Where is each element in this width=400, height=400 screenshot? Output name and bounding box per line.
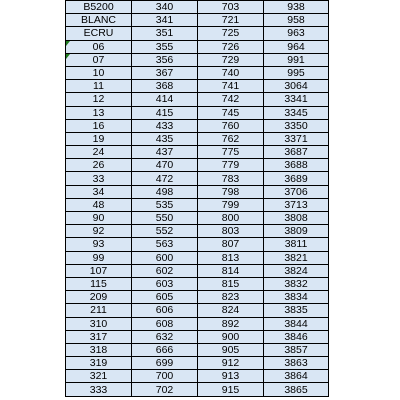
table-cell[interactable]: 321 — [66, 370, 132, 383]
table-cell[interactable]: 368 — [132, 80, 198, 93]
table-cell[interactable]: 367 — [132, 66, 198, 79]
table-cell[interactable]: 807 — [198, 238, 264, 251]
table-cell[interactable]: 605 — [132, 291, 198, 304]
table-cell[interactable]: 740 — [198, 66, 264, 79]
table-cell[interactable]: 319 — [66, 357, 132, 370]
table-cell[interactable]: ECRU — [66, 27, 132, 40]
table-row — [66, 146, 329, 159]
table-cell[interactable]: 958 — [264, 14, 329, 27]
table-cell[interactable]: 3835 — [264, 304, 329, 317]
table-cell[interactable]: 762 — [198, 132, 264, 145]
table-row — [66, 212, 329, 225]
table-cell[interactable]: 3844 — [264, 317, 329, 330]
table-cell[interactable]: 13 — [66, 106, 132, 119]
table-cell[interactable]: 602 — [132, 264, 198, 277]
table-row — [66, 93, 329, 106]
table-cell[interactable]: 355 — [132, 40, 198, 53]
table-cell[interactable]: 703 — [198, 1, 264, 14]
table-cell[interactable]: 608 — [132, 317, 198, 330]
table-cell[interactable]: 3824 — [264, 264, 329, 277]
table-row — [66, 317, 329, 330]
table-cell[interactable]: 3808 — [264, 212, 329, 225]
table-cell[interactable]: 814 — [198, 264, 264, 277]
table-cell[interactable]: 211 — [66, 304, 132, 317]
table-cell[interactable]: 356 — [132, 53, 198, 66]
table-cell[interactable]: 115 — [66, 277, 132, 290]
table-cell[interactable]: 913 — [198, 370, 264, 383]
table-cell[interactable]: 92 — [66, 225, 132, 238]
table-cell[interactable]: 666 — [132, 343, 198, 356]
table-cell[interactable]: 498 — [132, 185, 198, 198]
table-cell[interactable]: 813 — [198, 251, 264, 264]
table-cell[interactable]: 11 — [66, 80, 132, 93]
table-cell[interactable]: 915 — [198, 383, 264, 396]
table-row — [66, 185, 329, 198]
table-cell[interactable]: 3345 — [264, 106, 329, 119]
table-row — [66, 80, 329, 93]
table-cell[interactable]: 3864 — [264, 370, 329, 383]
table-cell[interactable]: 310 — [66, 317, 132, 330]
table-cell[interactable]: 3064 — [264, 80, 329, 93]
table-cell[interactable]: 3689 — [264, 172, 329, 185]
table-cell[interactable]: 783 — [198, 172, 264, 185]
table-row — [66, 251, 329, 264]
table-row — [66, 198, 329, 211]
table-row — [66, 1, 329, 14]
table-cell[interactable]: 912 — [198, 357, 264, 370]
table-cell[interactable]: 3371 — [264, 132, 329, 145]
table-cell[interactable]: 12 — [66, 93, 132, 106]
table-cell[interactable]: 317 — [66, 330, 132, 343]
table-cell[interactable]: 333 — [66, 383, 132, 396]
table-row — [66, 14, 329, 27]
table-cell[interactable]: 3863 — [264, 357, 329, 370]
table-cell[interactable]: 06 — [66, 40, 132, 53]
table-cell[interactable]: 824 — [198, 304, 264, 317]
table-cell[interactable]: 470 — [132, 159, 198, 172]
table-cell[interactable]: 600 — [132, 251, 198, 264]
table-cell[interactable]: 3713 — [264, 198, 329, 211]
table-cell[interactable]: 905 — [198, 343, 264, 356]
table-row — [66, 159, 329, 172]
thread-number-table — [65, 0, 329, 397]
table-row — [66, 383, 329, 396]
table-cell[interactable]: 3857 — [264, 343, 329, 356]
table-cell[interactable]: 892 — [198, 317, 264, 330]
table-cell[interactable]: 99 — [66, 251, 132, 264]
table-cell[interactable]: 606 — [132, 304, 198, 317]
table-row — [66, 343, 329, 356]
table-cell[interactable]: 415 — [132, 106, 198, 119]
table-cell[interactable]: 702 — [132, 383, 198, 396]
table-cell[interactable]: 433 — [132, 119, 198, 132]
table-cell[interactable]: 603 — [132, 277, 198, 290]
table-row — [66, 238, 329, 251]
table-cell[interactable]: 351 — [132, 27, 198, 40]
table-cell[interactable]: 472 — [132, 172, 198, 185]
table-cell[interactable]: 3350 — [264, 119, 329, 132]
table-cell[interactable]: 33 — [66, 172, 132, 185]
table-cell[interactable]: 995 — [264, 66, 329, 79]
table-row — [66, 40, 329, 53]
table-cell[interactable]: 10 — [66, 66, 132, 79]
table-cell[interactable]: 26 — [66, 159, 132, 172]
table-cell[interactable]: 741 — [198, 80, 264, 93]
table-cell[interactable]: 799 — [198, 198, 264, 211]
table-cell[interactable]: 964 — [264, 40, 329, 53]
table-cell[interactable]: 535 — [132, 198, 198, 211]
table-cell[interactable]: 3809 — [264, 225, 329, 238]
table-cell[interactable]: 632 — [132, 330, 198, 343]
table-cell[interactable]: 775 — [198, 146, 264, 159]
table-cell[interactable]: 742 — [198, 93, 264, 106]
table-cell[interactable]: 729 — [198, 53, 264, 66]
table-cell[interactable]: 3341 — [264, 93, 329, 106]
table-cell[interactable]: 550 — [132, 212, 198, 225]
table-cell[interactable]: 07 — [66, 53, 132, 66]
table-row — [66, 330, 329, 343]
table-cell[interactable]: 209 — [66, 291, 132, 304]
table-cell[interactable]: 90 — [66, 212, 132, 225]
table-cell[interactable]: 3811 — [264, 238, 329, 251]
table-cell[interactable]: 3834 — [264, 291, 329, 304]
table-cell[interactable]: 563 — [132, 238, 198, 251]
table-cell[interactable]: 3688 — [264, 159, 329, 172]
table-cell[interactable]: 3865 — [264, 383, 329, 396]
table-row — [66, 53, 329, 66]
table-body — [66, 1, 329, 397]
table-cell[interactable]: 700 — [132, 370, 198, 383]
table-cell[interactable]: 721 — [198, 14, 264, 27]
table-cell[interactable]: 779 — [198, 159, 264, 172]
table-cell[interactable]: 3832 — [264, 277, 329, 290]
table-cell[interactable]: 48 — [66, 198, 132, 211]
table-row — [66, 66, 329, 79]
table-cell[interactable]: 340 — [132, 1, 198, 14]
table-cell[interactable]: 318 — [66, 343, 132, 356]
table-row — [66, 304, 329, 317]
table-cell[interactable]: 16 — [66, 119, 132, 132]
table-cell[interactable]: B5200 — [66, 1, 132, 14]
table-cell[interactable]: 34 — [66, 185, 132, 198]
table-cell[interactable]: 107 — [66, 264, 132, 277]
table-cell[interactable]: 552 — [132, 225, 198, 238]
table-cell[interactable]: 699 — [132, 357, 198, 370]
table-cell[interactable]: 726 — [198, 40, 264, 53]
table-cell[interactable]: 3687 — [264, 146, 329, 159]
table-cell[interactable]: 725 — [198, 27, 264, 40]
table-row — [66, 264, 329, 277]
table-cell[interactable]: 3706 — [264, 185, 329, 198]
table-cell[interactable]: 3846 — [264, 330, 329, 343]
table-cell[interactable]: 19 — [66, 132, 132, 145]
table-cell[interactable]: 938 — [264, 1, 329, 14]
table-row — [66, 357, 329, 370]
table-row — [66, 119, 329, 132]
table-cell[interactable]: 963 — [264, 27, 329, 40]
table-cell[interactable]: 803 — [198, 225, 264, 238]
table-cell[interactable]: 815 — [198, 277, 264, 290]
table-cell[interactable]: 823 — [198, 291, 264, 304]
table-cell[interactable]: 798 — [198, 185, 264, 198]
table-cell[interactable]: 760 — [198, 119, 264, 132]
table-cell[interactable]: 341 — [132, 14, 198, 27]
table-row — [66, 106, 329, 119]
table-cell[interactable]: 800 — [198, 212, 264, 225]
table-cell[interactable]: 900 — [198, 330, 264, 343]
table-cell[interactable]: 437 — [132, 146, 198, 159]
table-cell[interactable]: 991 — [264, 53, 329, 66]
table-row — [66, 291, 329, 304]
table-row — [66, 132, 329, 145]
table-row — [66, 172, 329, 185]
table-row — [66, 27, 329, 40]
table-cell[interactable]: 93 — [66, 238, 132, 251]
table-row — [66, 370, 329, 383]
table-cell[interactable]: 745 — [198, 106, 264, 119]
table-cell[interactable]: 24 — [66, 146, 132, 159]
table-cell[interactable]: 414 — [132, 93, 198, 106]
table-row — [66, 277, 329, 290]
table-cell[interactable]: BLANC — [66, 14, 132, 27]
table-row — [66, 225, 329, 238]
table-cell[interactable]: 435 — [132, 132, 198, 145]
table-cell[interactable]: 3821 — [264, 251, 329, 264]
